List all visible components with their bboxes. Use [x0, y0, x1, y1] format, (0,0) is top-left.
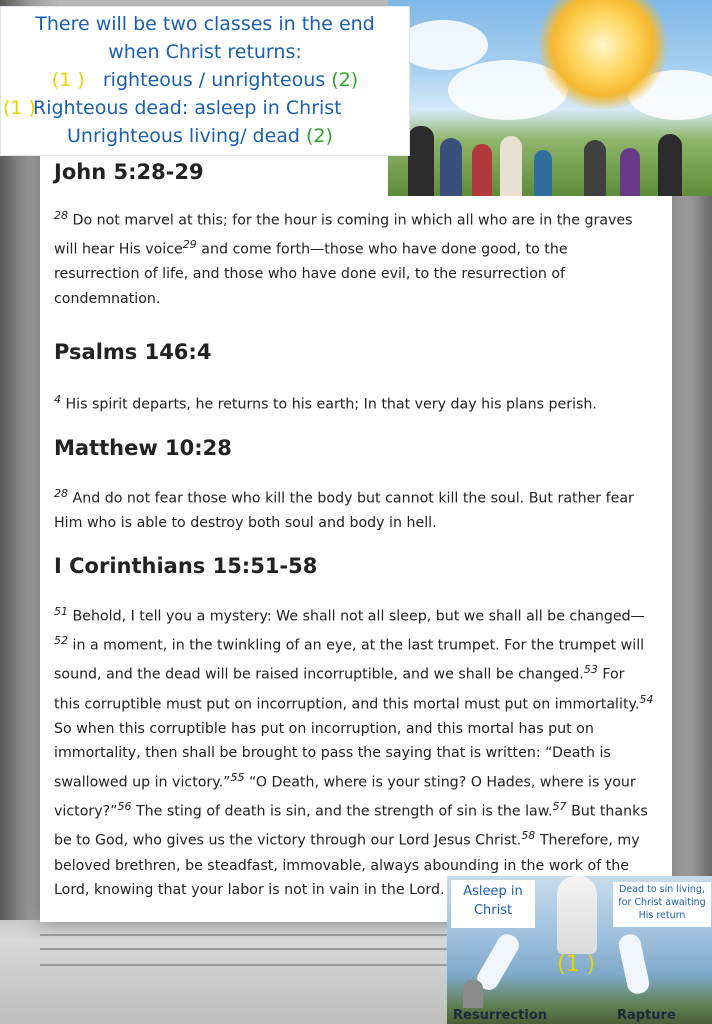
verse-text: Therefore, my beloved brethren, be steadfast, immovable, always abounding in the work of the Lord, knowing that your labor is not in vain in the Lord.: [54, 833, 640, 899]
verse-number: 55: [230, 770, 245, 784]
john-verses: [54, 204, 654, 311]
caption-line: [1, 69, 409, 91]
resurrection-rapture-illustration: [447, 876, 712, 1024]
person-figure: [472, 144, 492, 196]
rapture-label: Rapture: [617, 1008, 676, 1023]
floor-line: [40, 964, 460, 966]
person-figure: [440, 138, 462, 196]
verse-number: 28: [54, 487, 68, 500]
verse-text: “O Death, where is your sting? O Hades, where is your victory?”: [54, 774, 636, 820]
class-one-marker: (1 ): [557, 952, 596, 977]
cloud: [398, 20, 488, 70]
caption-text: righteous / unrighteous: [102, 69, 326, 91]
corinthians-heading: I Corinthians 15:51-58: [54, 554, 318, 578]
tag-line: Dead to sin living,: [619, 884, 705, 895]
tag-line: Asleep in: [463, 884, 523, 899]
floor-line: [40, 948, 460, 950]
caption-line: There will be two classes in the end: [35, 13, 375, 35]
verse-text: Behold, I tell you a mystery: We shall not all sleep, but we shall all be changed—: [72, 608, 645, 625]
resurrection-label: Resurrection: [453, 1008, 548, 1023]
caption-text: Unrighteous living/ dead: [67, 125, 300, 147]
verse-number: 56: [117, 800, 132, 814]
psalms-verses: [54, 388, 597, 417]
matthew-heading: Matthew 10:28: [54, 436, 232, 460]
verse-text: So when this corruptible has put on incorruption, and this mortal has put on immortality, then shall be brought to pass the saying that is written: “Death is swallowed up in victory.”: [54, 720, 611, 791]
verse-number: 52: [54, 634, 68, 648]
christ-figure: [557, 876, 597, 954]
tombstone: [463, 980, 483, 1008]
caption-text: Righteous dead: asleep in Christ: [33, 97, 342, 119]
class-one-marker: (1 ): [51, 69, 85, 91]
verse-number: 57: [552, 800, 567, 814]
verse-number: 29: [182, 238, 197, 252]
verse-text: in a moment, in the twinkling of an eye, at the last trumpet. For the trumpet will sound, and the dead will be raised incorruptible, and we shall be changed.: [54, 637, 645, 684]
class-two-marker: (2): [306, 125, 333, 147]
verse-number: 58: [521, 829, 536, 843]
verse-number: 54: [639, 692, 654, 706]
verse-text: and come forth—those who have done good, to the resurrection of life, and those who have done evil, to the resurrection of condemnation.: [54, 241, 568, 307]
verse-number: 28: [54, 209, 68, 222]
person-figure: [408, 126, 434, 196]
person-figure: [500, 136, 522, 196]
john-heading: John 5:28-29: [54, 160, 204, 184]
corinthians-verses: [54, 600, 654, 903]
two-classes-caption: [0, 6, 410, 156]
verse-text: His spirit departs, he returns to his earth; In that very day his plans perish.: [65, 396, 597, 413]
floor-line: [40, 934, 460, 936]
verse-text: The sting of death is sin, and the strength of sin is the law.: [136, 803, 553, 820]
caption-line: [1, 97, 409, 119]
verse-text: Do not marvel at this; for the hour is coming in which all who are in the graves will hear His voice: [54, 212, 633, 258]
caption-line: when Christ returns:: [108, 41, 302, 63]
person-figure: [620, 148, 640, 196]
rising-person: [617, 932, 651, 995]
verse-text: And do not fear those who kill the body but cannot kill the soul. But rather fear Him who is able to destroy both soul and body in hell.: [54, 490, 634, 532]
tag-line: for Christ awaiting: [618, 897, 706, 908]
caption-line: [1, 125, 409, 147]
verse-number: 4: [54, 393, 61, 406]
person-figure: [534, 150, 552, 196]
dead-to-sin-tag: [613, 882, 711, 927]
verse-number: 53: [583, 663, 598, 677]
tag-line: Christ: [473, 903, 513, 918]
scripture-page: [40, 140, 672, 922]
psalms-heading: Psalms 146:4: [54, 340, 212, 364]
class-two-marker: (2): [331, 69, 359, 91]
verse-text: For this corruptible must put on incorruption, and this mortal must put on immortality.: [54, 667, 640, 713]
asleep-in-christ-tag: [451, 880, 535, 928]
person-figure: [658, 134, 682, 196]
class-one-marker: (1 ): [3, 97, 36, 119]
verse-text: But thanks be to God, who gives us the victory through our Lord Jesus Christ.: [54, 803, 648, 850]
tag-line: His return: [638, 910, 686, 921]
matthew-verses: [54, 482, 654, 536]
verse-number: 51: [54, 605, 68, 618]
person-figure: [584, 140, 606, 196]
second-coming-painting: [388, 0, 712, 196]
